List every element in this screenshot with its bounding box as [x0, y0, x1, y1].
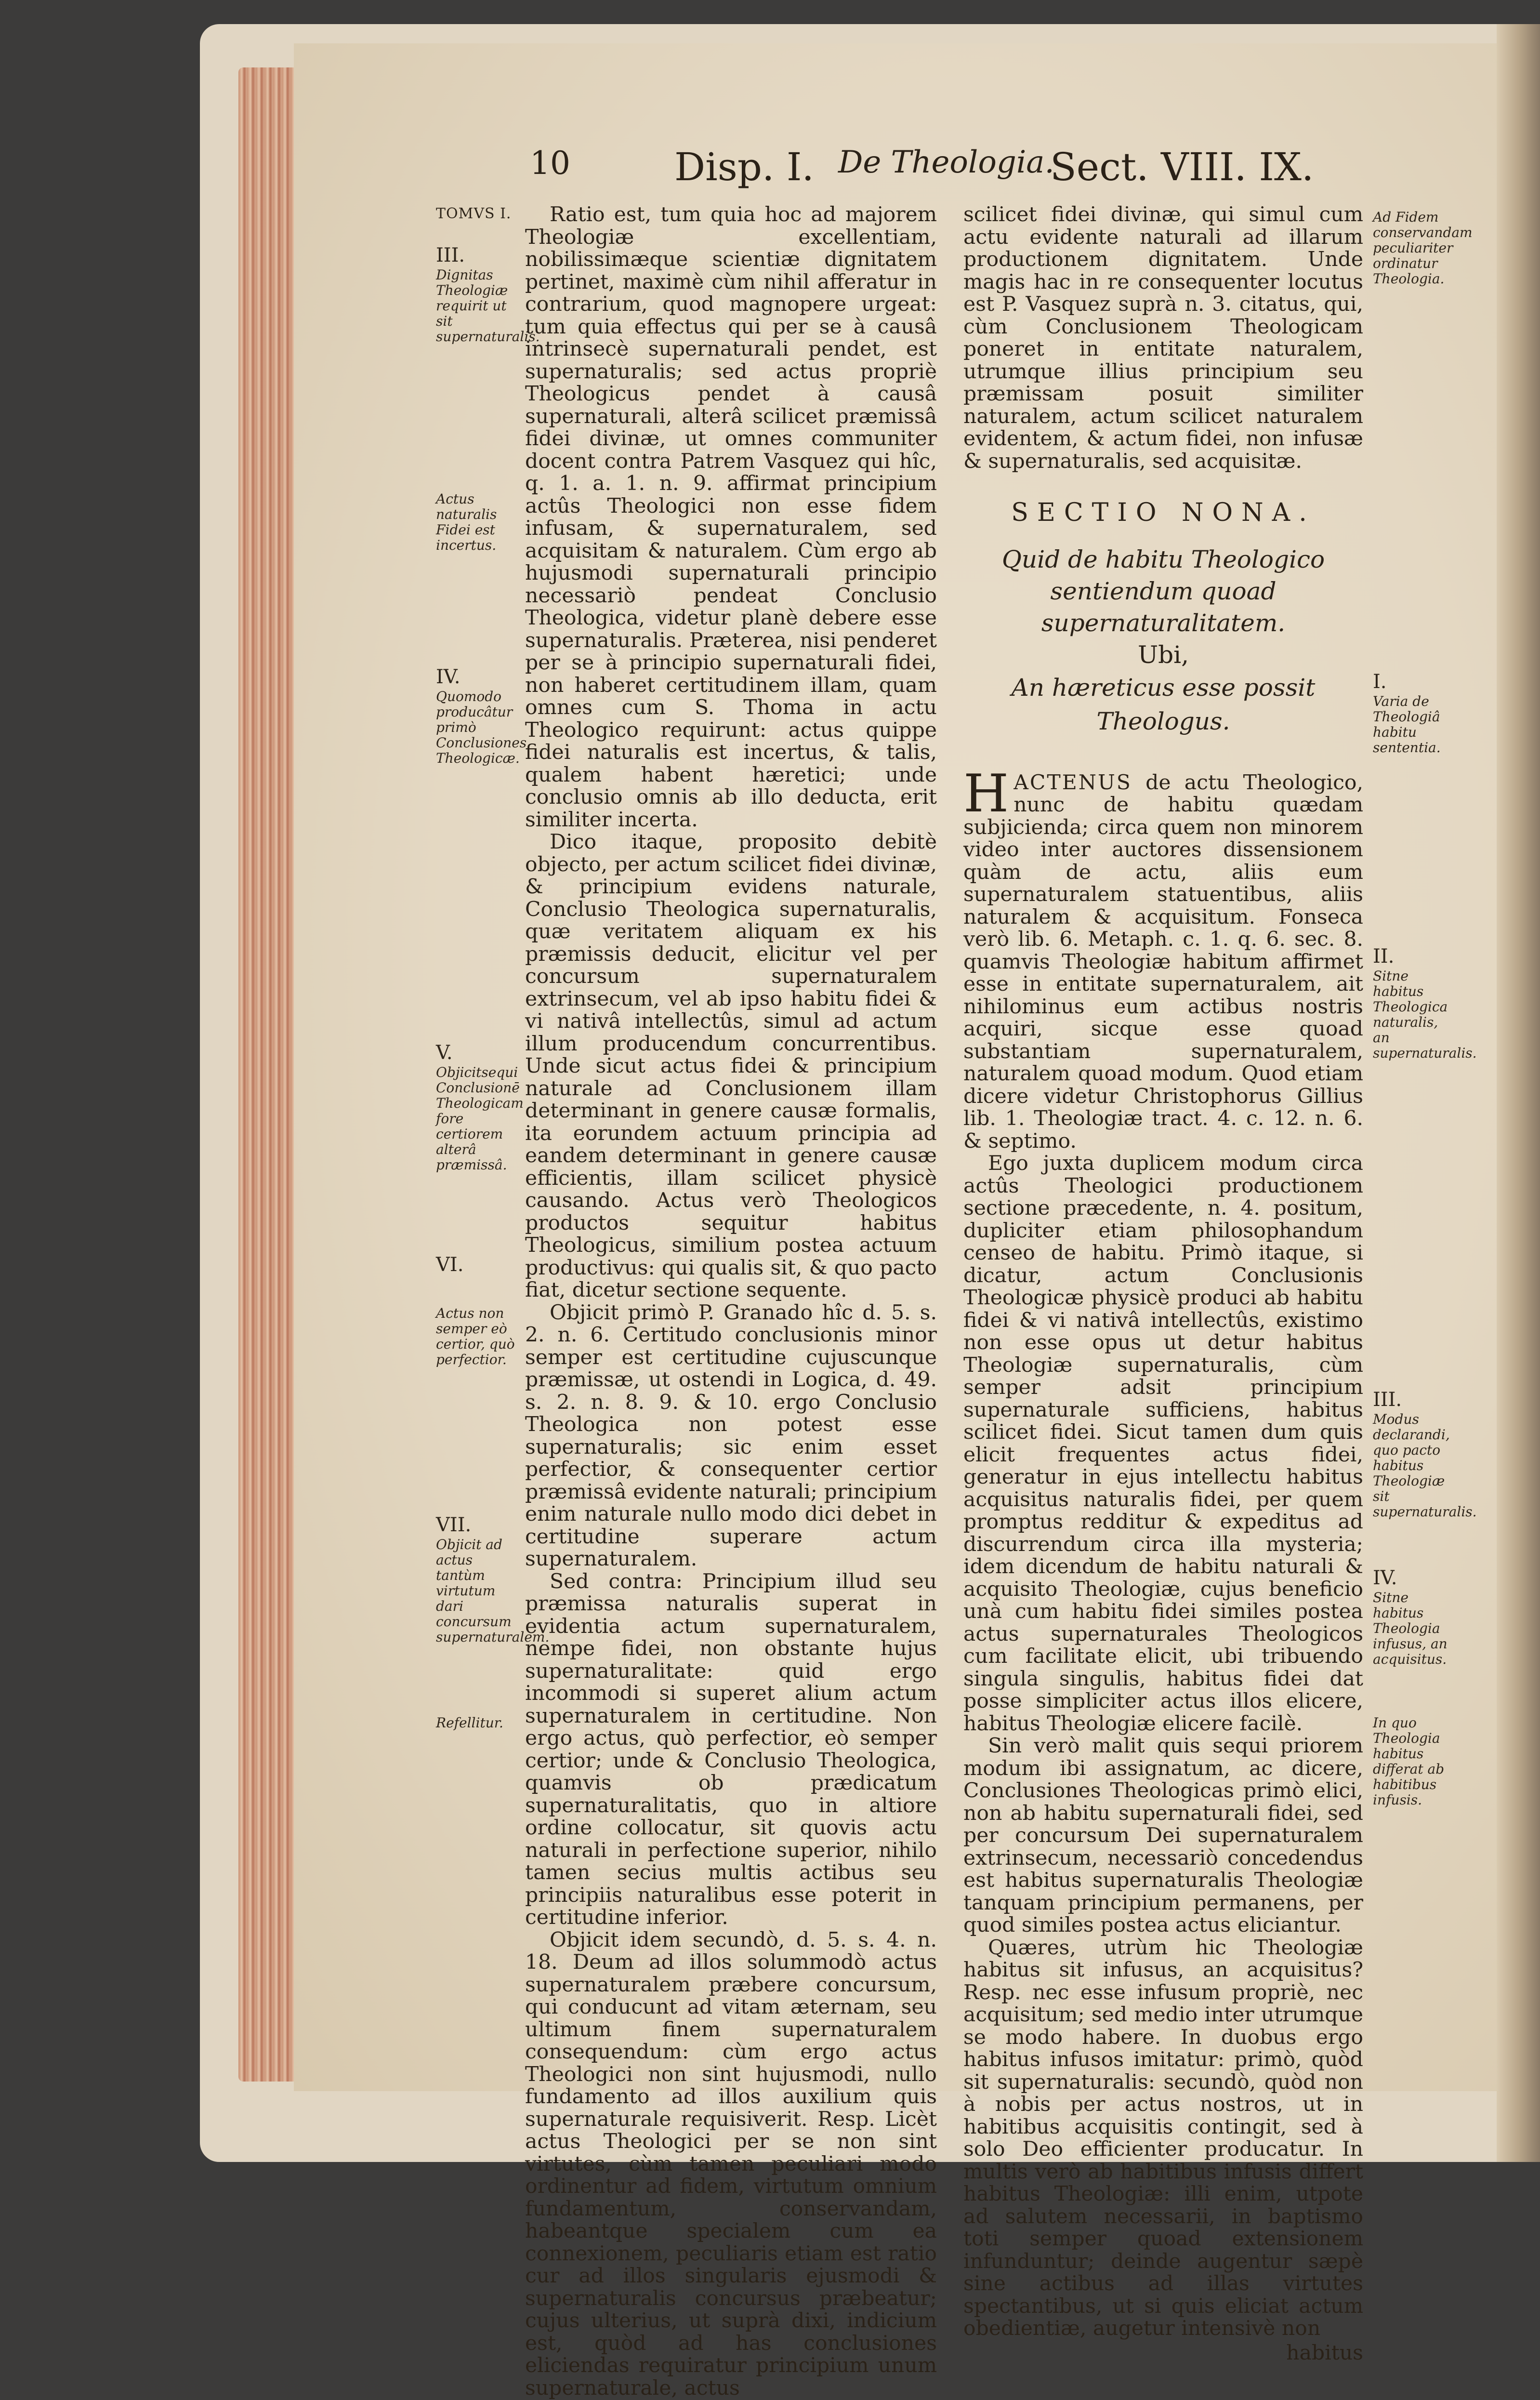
left-column	[525, 203, 937, 2400]
section-subtitle: Quid de habitu Theologico sentiendum quoad supernaturalitatem.	[1001, 545, 1325, 637]
margin-note-right-4: IV. Sitne habitus Theologia infusus, an acquisitus.	[1373, 1567, 1448, 1667]
binding-gutter	[1497, 24, 1540, 2162]
margin-note-left-7: VII. Objicit ad actus tantùm virtutum dari concursum supernaturalem.	[436, 1514, 550, 1645]
margin-note-right-3: III. Modus declarandi, quo pacto habitus Theologiæ sit supernaturalis.	[1373, 1389, 1477, 1520]
drop-cap: H	[963, 763, 1009, 824]
margin-note-right-2: II. Sitne habitus Theologica naturalis, an supernaturalis.	[1373, 945, 1477, 1061]
right-column	[963, 203, 1363, 2365]
disputation-label: Disp. I.	[674, 145, 814, 189]
margin-note-left-5: V. Objicitsequi Conclusionē Theologicam fore certiorem alterâ præmissâ.	[436, 1042, 524, 1173]
margin-note-left-3b: Actus naturalis Fidei est incertus.	[436, 491, 497, 553]
margin-note-left-6: VI. Actus non semper eò certior, quò perfectior.	[436, 1254, 515, 1367]
lead-word: ACTENUS	[1014, 770, 1132, 795]
paragraph: Ratio est, tum quia hoc ad majorem Theologiæ excellentiam, nobilissimæque scientiæ dignitatem pertinet, maximè cùm nihil afferatur in contrarium, quod magnopere urgeat: tum quia effectus qui per se à causâ intrinsecè supernaturali pendet, est supernaturalis; sed actus propriè Theologicus pendet à causâ supernaturali, alterâ scilicet præmissâ fidei divinæ, ut omnes communiter docent contra Patrem Vasquez qui hîc, q. 1. a. 1. n. 9. affirmat principium actûs Theologici non esse fidem infusam, & supernaturalem, sed acquisitam & naturalem. Cùm ergo ab hujusmodi supernaturali principio necessariò pendeat Conclusio Theologica, videtur planè debere esse supernaturalis. Præterea, nisi penderet per se à principio supernaturali fidei, non haberet certitudinem illam, quam omnes cum S. Thoma in actu Theologico requirunt: actus quippe fidei naturalis est incertus, & talis, qualem habent hæretici; unde conclusio omnis ab illo deducta, erit similiter incerta.	[525, 203, 937, 832]
paragraph: Ego juxta duplicem modum circa actûs Theologici productionem sectione præcedente, n. 4. positum, dupliciter etiam philosophandum censeo de habitu. Primò itaque, si dicatur, actum Conclusionis Theologicæ physicè produci ab habitu fidei & vi nativâ intellectûs, existimo non esse opus ut detur habitus Theologiæ supernaturalis, cùm semper adsit principium supernaturale sufficiens, habitus scilicet fidei. Sicut tamen dum quis elicit frequentes actus fidei, generatur in ejus intellectu habitus acquisitus naturalis fidei, per quem promptus redditur & expeditus ad discurrendum circa illa mysteria; idem dicendum de habitu naturali & acquisito Theologiæ, cujus beneficio unà cum habitu fidei similes postea actus supernaturales Theologicos cum facilitate elicit, ubi tribuendo singula singulis, habitus fidei dat posse simpliciter actus illos elicere, habitus Theologiæ elicere facilè.	[963, 1152, 1363, 1736]
topic-label: De Theologia.	[838, 145, 1054, 180]
paragraph: HACTENUS de actu Theologico, nunc de habitu quædam subjicienda; circa quem non minorem video inter auctores dissensionem quàm de actu, aliis eum supernaturalem statuentibus, aliis naturalem & acquisitum. Fonseca verò lib. 6. Metaph. c. 1. q. 6. sec. 8. quamvis Theologiæ habitum affirmet esse in entitate supernaturalem, ait nihilominus eum actibus nostris acquiri, sicque esse quoad substantiam supernaturalem, naturalem quoad modum. Quod etiam dicere videtur Christophorus Gillius lib. 1. Theologiæ tract. 4. c. 12. n. 6. & septimo.	[963, 763, 1363, 1153]
paragraph: Dico itaque, proposito debitè objecto, per actum scilicet fidei divinæ, & principium evidens naturale, Conclusio Theologica supernaturalis, quæ veritatem aliquam ex his præmissis deducit, elicitur vel per concursum supernaturalem extrinsecum, vel ab ipso habitu fidei & vi nativâ intellectûs, simul ad actum illum producendum concurrentibus. Unde sicut actus fidei & principium naturale ad Conclusionem illam determinant in genere causæ formalis, ita eorundem actuum principia ad eandem determinant in genere causæ efficientis, illam scilicet physicè causando. Actus verò Theologicos productos sequitur habitus Theologicus, similium postea actuum productivus: qui qualis sit, & quo pacto fiat, dicetur sectione sequente.	[525, 830, 937, 1302]
margin-note-left-4: IV. Quomodo producâtur primò Conclusiones Theologicæ.	[436, 666, 527, 766]
margin-note-refellitur: Refellitur.	[436, 1715, 503, 1731]
margin-note-left-3: III. Dignitas Theologiæ requirit ut sit supernaturalis.	[436, 244, 540, 345]
section-ubi: Ubi,	[1137, 640, 1189, 669]
margin-note-right-1: I. Varia de Theologiâ habitu sententia.	[1373, 671, 1441, 756]
paragraph: Quæres, utrùm hic Theologiæ habitus sit infusus, an acquisitus? Resp. nec esse infusum propriè, nec acquisitum; sed medio inter utrumque se modo habere. In duobus ergo habitus infusos imitatur: primò, quòd sit supernaturalis: secundò, quòd non à nobis per actus nostros, ut in habitibus acquisitis contingit, sed à solo Deo efficienter producatur. In multis verò ab habitibus infusis differt habitus Theologiæ: illi enim, utpote ad salutem necessarii, in baptismo toti semper quoad extensionem infunduntur; deinde augentur sæpè sine actibus ad illas virtutes spectantibus, ut si quis eliciat actum obedientiæ, augetur intensivè non	[963, 1936, 1363, 2340]
margin-note-right-5: In quo Theologia habitus differat ab habitibus infusis.	[1373, 1715, 1445, 1808]
running-header	[530, 145, 1339, 202]
paragraph: Sed contra: Principium illud seu præmissa naturalis superat in evidentia actum supernaturalem, nempe fidei, non obstante hujus supernaturalitate: quid ergo incommodi si superet alium actum supernaturalem in certitudine. Non ergo actus, quò perfectior, eò semper certior; unde & Conclusio Theologica, quamvis ob prædicatum supernaturalitatis, quo in altiore ordine collocatur, sit quovis actu naturali in perfectione superior, nihilo tamen secius multis actibus seu principiis naturalibus esse poterit in certitudine inferior.	[525, 1569, 937, 1929]
section-title: SECTIO NONA.	[1011, 498, 1316, 527]
paragraph: Objicit idem secundò, d. 5. s. 4. n. 18. Deum ad illos solummodò actus supernaturalem præbere concursum, qui conducunt ad vitam æternam, seu ultimum finem supernaturalem consequendum: cùm ergo actus Theologici non sint hujusmodi, nullo fundamento ad illos auxilium quis supernaturale requisiverit. Resp. Licèt actus Theologici per se non sint virtutes, cùm tamen peculiari modo ordinentur ad fidem, virtutum omnium fundamentum, conservandam, habeantque specialem cum ea connexionem, peculiaris etiam est ratio cur ad illos singularis ejusmodi & supernaturalis concursus præbeatur; cujus ulterius, ut suprà dixi, indicium est, quòd ad has conclusiones eliciendas requiratur principium unum supernaturale, actus	[525, 1928, 937, 2400]
section-heading	[963, 498, 1363, 738]
sections-label: Sect. VIII. IX.	[1050, 145, 1314, 189]
catchword: habitus	[1286, 2341, 1363, 2365]
section-heretic-question: An hæreticus esse possit Theologus.	[1011, 673, 1316, 735]
margin-note-tomus: TOMVS I.	[436, 205, 512, 222]
margin-note-right-ad-fidem: Ad Fidem conservandam peculiariter ordinatur Theologia.	[1373, 209, 1473, 287]
page-number: 10	[530, 145, 570, 182]
paragraph: scilicet fidei divinæ, qui simul cum actu evidente naturali ad illarum productionem dignitatem. Unde magis hac in re consequenter locutus est P. Vasquez suprà n. 3. citatus, qui, cùm Conclusionem Theologicam poneret in entitate naturalem, utrumque illius principium seu præmissam posuit similiter naturalem, actum scilicet naturalem evidentem, & actum fidei, non infusæ & supernaturalis, sed acquisitæ.	[963, 203, 1363, 473]
paragraph: Sin verò malit quis sequi priorem modum ibi assignatum, ac dicere, Conclusiones Theologicas primò elici, non ab habitu supernaturali fidei, sed per concursum Dei supernaturalem extrinsecum, necessariò concedendus est habitus supernaturalis Theologiæ tanquam principium permanens, per quod similes postea actus eliciantur.	[963, 1734, 1363, 1937]
page-edges	[238, 67, 301, 2082]
paragraph: Objicit primò P. Granado hîc d. 5. s. 2. n. 6. Certitudo conclusionis minor semper est certitudine cujuscunque præmissæ, ut ostendi in Logica, d. 49. s. 2. n. 8. 9. & 10. ergo Conclusio Theologica non potest esse supernaturalis; sic enim esset perfectior, & consequenter certior præmissâ evidente naturali; principium enim naturale nullo modo dici debet in certitudine superare actum supernaturalem.	[525, 1300, 937, 1571]
